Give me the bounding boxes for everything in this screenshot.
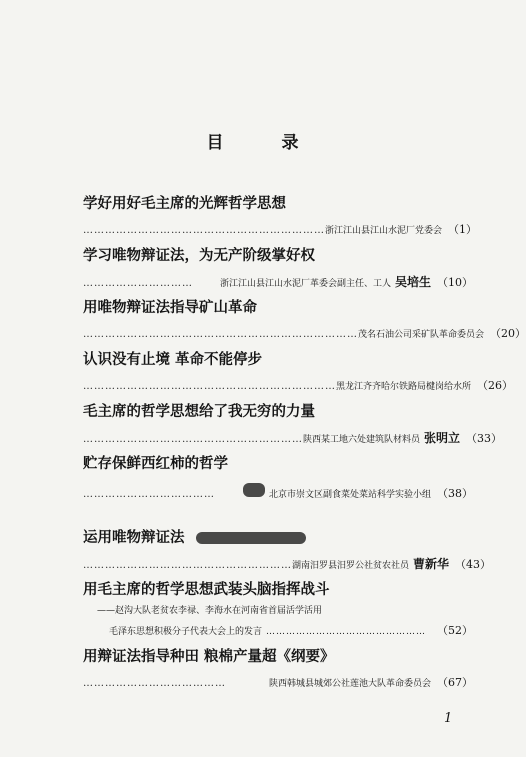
toc-entry-subtitle: ——赵沟大队老贫农李禄、李海水在河南省首届活学活用 [97,606,323,616]
toc-entry [83,455,473,498]
toc-entry-author: 茂名石油公司采矿队革命委员会 [358,330,485,340]
toc-entry-page: （1） [448,223,478,236]
page-title: 目录 [206,133,357,153]
toc-entry-source-line [83,379,514,394]
table-of-contents [83,186,526,691]
toc-entry-source-line [83,624,473,639]
leader-dots: …………………………………………………… [83,434,303,445]
toc-entry-author: 陕西韩城县城郊公社莲池大队革命委员会 [268,679,431,689]
toc-entry-page: （10） [437,276,473,289]
toc-entry-source-line [83,483,473,498]
toc-entry-title: 用辩证法指导种田 粮棉产量超《纲要》 [83,648,335,665]
ink-smudge [196,532,306,544]
toc-entry-author: 浙江江山县江山水泥厂革委会副主任、工人 [219,279,391,289]
toc-entry-title: 毛主席的哲学思想给了我无穷的力量 [83,403,315,420]
toc-entry [83,299,526,342]
toc-entry-author: 陕西某工地六处建筑队材料员 [303,435,421,445]
toc-entry-title-text: 运用唯物辩证法 [83,529,185,546]
leader-dots: ………………………………………………………………… [83,329,358,340]
toc-entry-source-line [83,431,503,446]
ink-smudge [243,483,265,497]
toc-entry-page: （38） [437,487,473,500]
toc-entry-title: 贮存保鲜西红柿的哲学 [83,455,228,472]
leader-dots: ………………………… [83,278,193,289]
toc-entry-author: 浙江江山县江山水泥厂党委会 [325,226,443,236]
toc-entry [83,247,473,290]
leader-dots: ………………………………………… [266,627,427,637]
toc-entry-page: （43） [455,558,492,571]
toc-entry-title: 学习唯物辩证法，为无产阶级掌好权 [83,247,315,264]
toc-entry [83,195,478,238]
toc-entry-author-name: 吴培生 [394,275,431,289]
leader-dots: ……………………………… [83,489,215,500]
toc-entry-author: 湖南汨罗县汨罗公社贫农社员 [292,561,410,571]
toc-entry-source-line [83,676,473,691]
toc-entry-source-line [83,327,526,342]
leader-dots: ………………………………… [83,678,226,689]
toc-entry-page: （67） [437,676,473,689]
toc-entry-source-line [83,557,492,572]
toc-entry-title [83,529,473,547]
toc-entry [83,403,503,446]
toc-entry-subtitle: 毛泽东思想积极分子代表大会上的发言 [109,627,263,637]
toc-entry-page: （52） [437,624,473,637]
toc-entry-author: 黑龙江齐齐哈尔铁路局楗岗给水所 [336,382,472,392]
toc-entry-title: 用唯物辩证法指导矿山革命 [83,299,257,316]
leader-dots: …………………………………………………………… [83,381,336,392]
toc-entry-source-line [83,275,473,290]
toc-entry-title: 认识没有止境 革命不能停步 [83,351,263,368]
toc-entry-source-line [83,223,478,238]
page-number: 1 [444,711,453,726]
leader-dots: ………………………………………………………… [83,225,325,236]
toc-entry-author-name: 张明立 [424,431,461,445]
toc-entry-title: 用毛主席的哲学思想武装头脑指挥战斗 [83,581,330,598]
toc-entry-page: （26） [477,379,514,392]
leader-dots: ………………………………………………… [83,560,292,571]
toc-entry-page: （33） [466,432,503,445]
toc-entry-title: 学好用好毛主席的光辉哲学思想 [83,195,286,212]
toc-entry-author-name: 曹新华 [413,557,450,571]
toc-entry [83,351,514,394]
toc-entry [83,529,492,572]
toc-entry [83,581,473,639]
toc-entry [83,648,473,691]
toc-entry-page: （20） [490,327,526,340]
toc-entry-author: 北京市崇文区副食菜处菜站科学实验小组 [268,490,431,500]
